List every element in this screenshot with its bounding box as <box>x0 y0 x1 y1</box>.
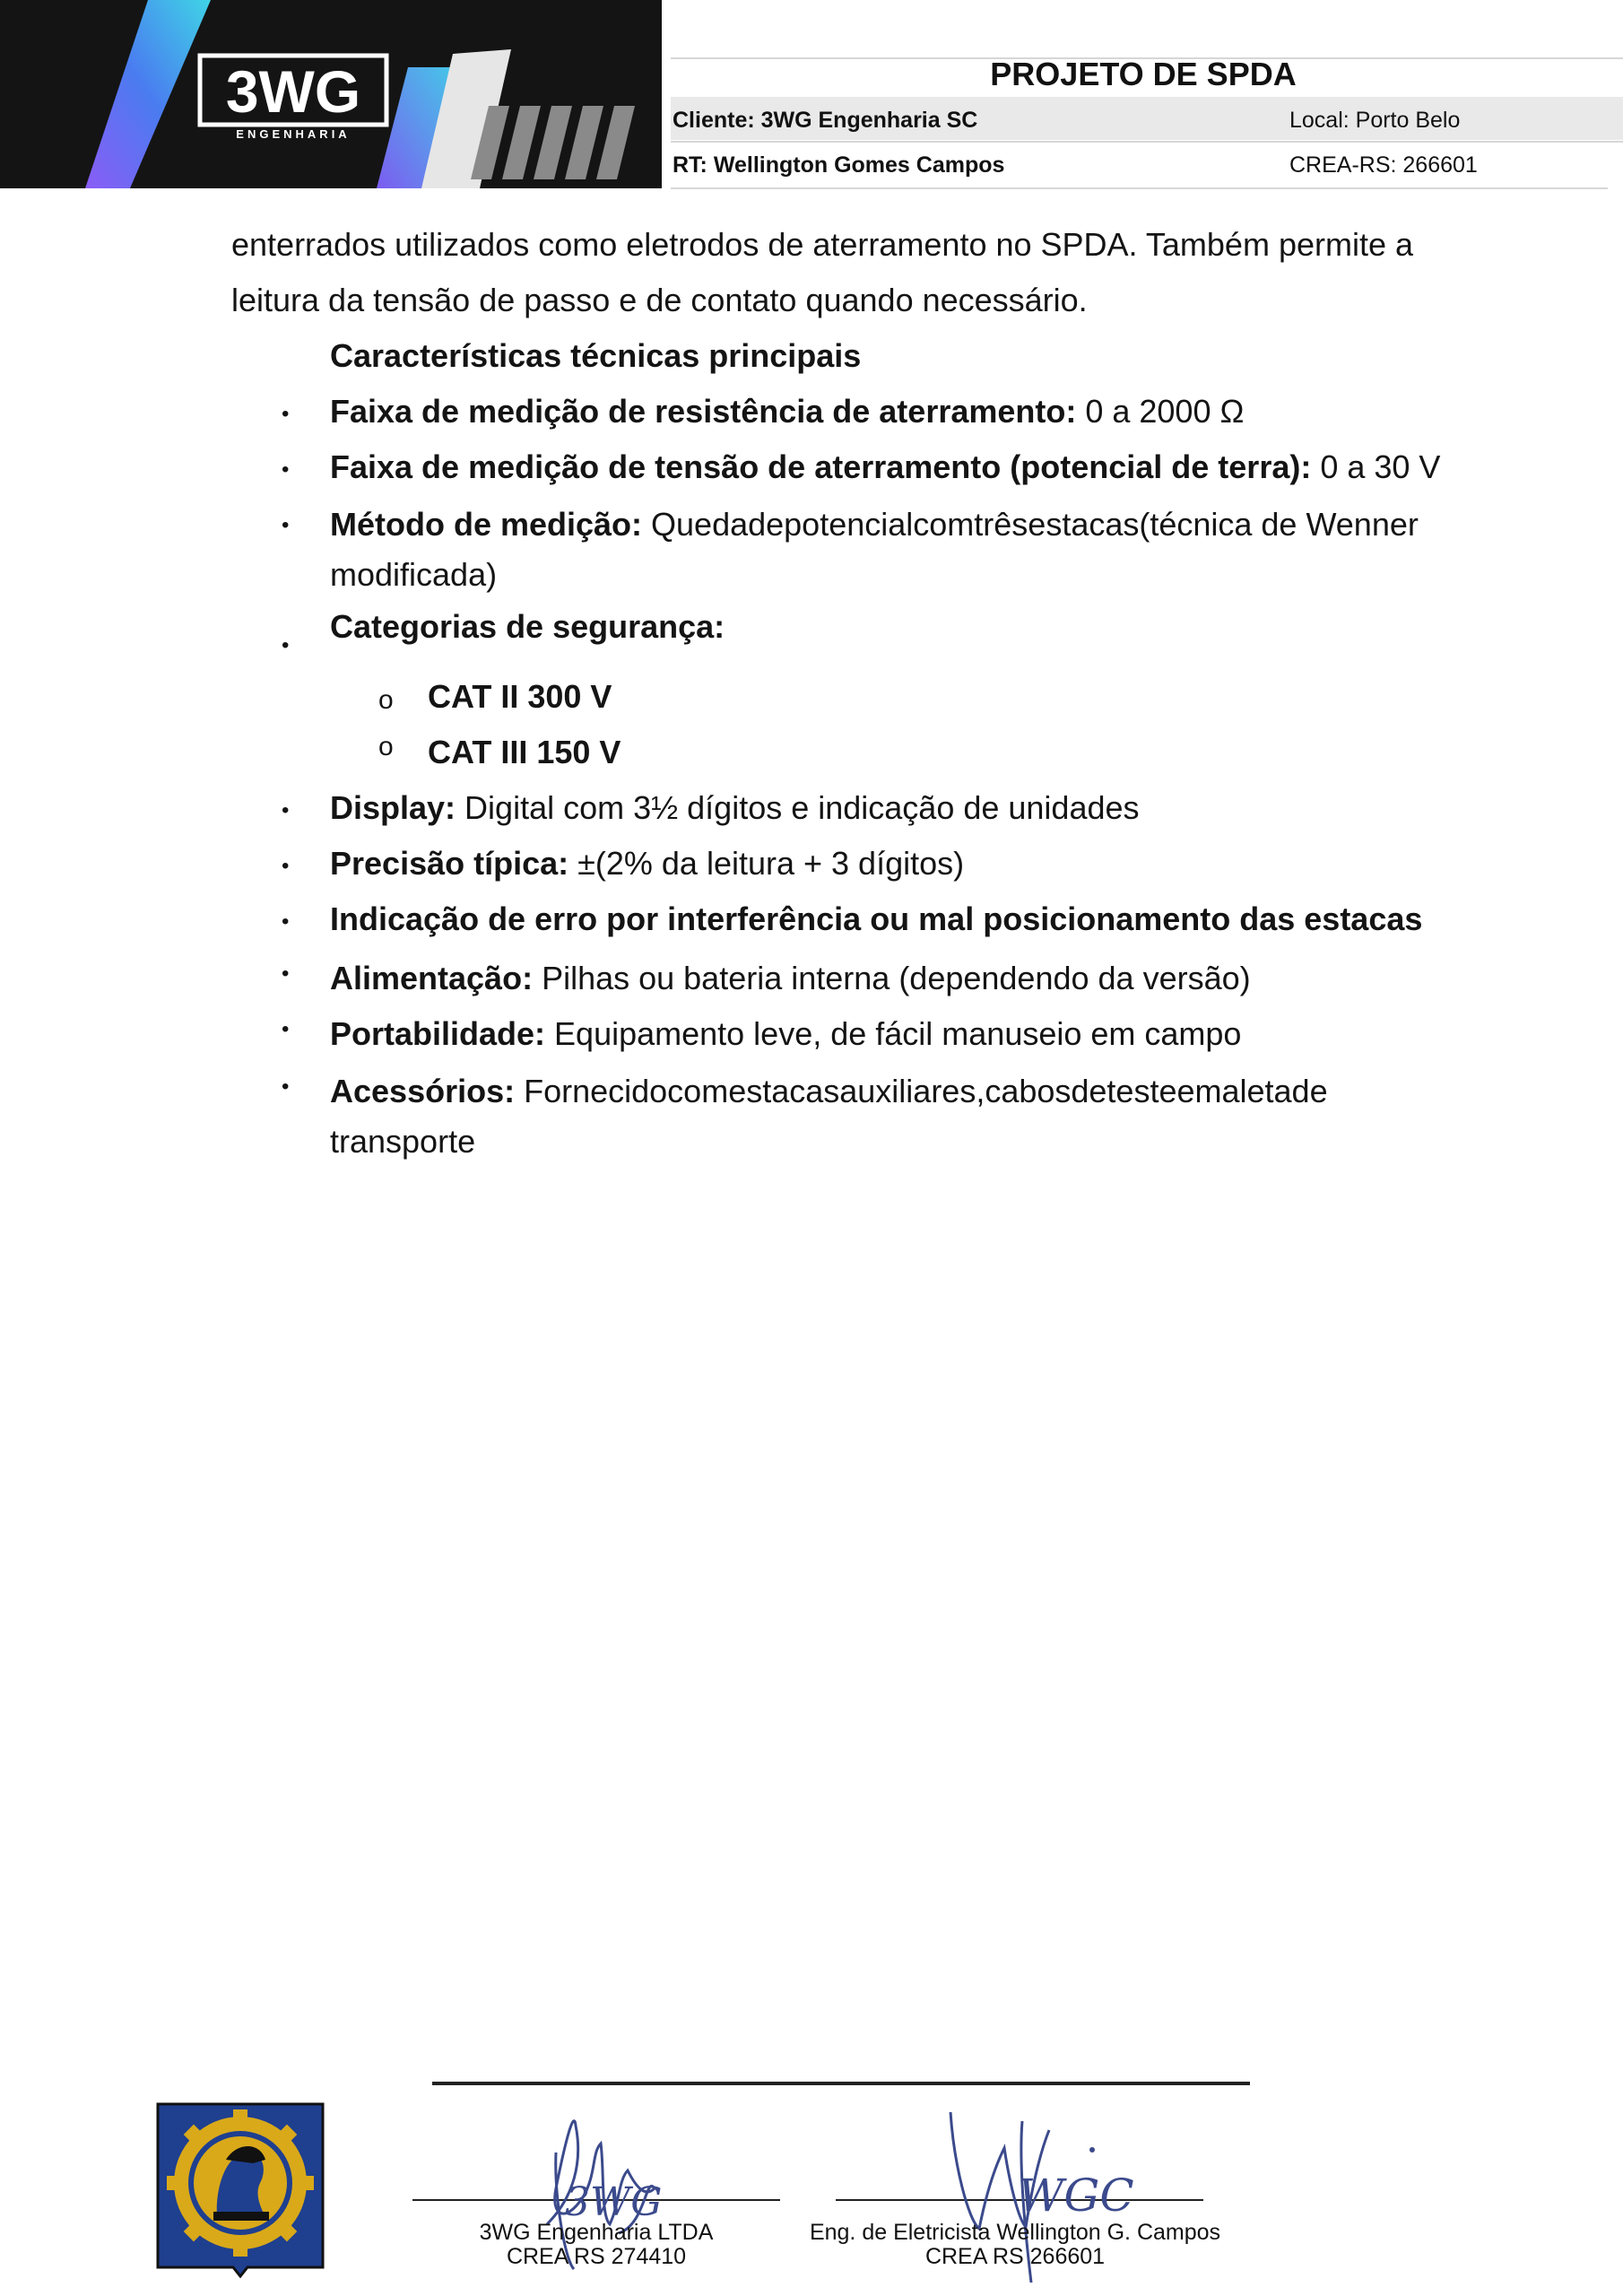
item-label: Alimentação: <box>330 960 534 996</box>
footer-divider <box>432 2082 1250 2085</box>
item-label: Precisão típica: <box>330 845 569 882</box>
list-item <box>330 900 1422 937</box>
item-label: Display: <box>330 789 456 826</box>
item-label: Categorias de segurança: <box>330 608 725 645</box>
location-label: Local: Porto Belo <box>1289 108 1461 133</box>
logo-subtext: ENGENHARIA <box>236 127 351 141</box>
item-value: Pilhas ou bateria interna (dependendo da versão) <box>533 960 1251 996</box>
header-divider <box>671 187 1608 189</box>
item-value: Quedadepotencialcomtrêsestacas(técnica de Wenner <box>642 506 1419 543</box>
stripe-left <box>85 0 211 188</box>
header-banner <box>0 0 662 188</box>
bullet-icon: • <box>282 854 290 878</box>
signatory-1-registration: CREA RS 274410 <box>506 2244 687 2269</box>
list-item <box>330 1015 1241 1052</box>
sub-list-item: CAT II 300 V <box>428 678 612 715</box>
list-item <box>330 393 1244 430</box>
signatory-1 <box>412 2221 780 2269</box>
section-heading: Características técnicas principais <box>330 337 862 374</box>
bullet-icon: • <box>282 1074 290 1099</box>
signature-mark: WGC <box>1018 2170 1134 2222</box>
intro-line-2: leitura da tensão de passo e de contato quando necessário. <box>231 282 1088 318</box>
bullet-icon: • <box>282 909 290 934</box>
bullet-icon: • <box>282 402 290 426</box>
document-title: PROJETO DE SPDA <box>990 56 1297 92</box>
logo-text: 3WG <box>225 58 361 125</box>
sub-bullet-icon: o <box>378 732 394 761</box>
sub-list-item: CAT III 150 V <box>428 734 621 770</box>
crea-label: CREA-RS: 266601 <box>1289 152 1478 178</box>
client-label: Cliente: 3WG Engenharia SC <box>673 108 978 133</box>
item-label: Faixa de medição de resistência de aterramento: <box>330 393 1077 430</box>
header-row-rt <box>671 142 1623 185</box>
bullet-icon: • <box>282 798 290 822</box>
item-label: Acessórios: <box>330 1073 516 1109</box>
bullet-icon: • <box>282 633 290 657</box>
item-continuation: transporte <box>330 1123 476 1160</box>
list-item <box>330 608 725 645</box>
bullet-icon: • <box>282 513 290 537</box>
list-item <box>330 845 964 882</box>
item-value: Digital com 3½ dígitos e indicação de unidades <box>456 789 1140 826</box>
list-item <box>330 1073 1328 1109</box>
header-row-client <box>671 97 1623 140</box>
rt-label: RT: Wellington Gomes Campos <box>673 152 1005 178</box>
item-label: Faixa de medição de tensão de aterramento (potencial de terra): <box>330 448 1312 485</box>
crea-crest-icon <box>154 2100 326 2278</box>
signatory-2 <box>800 2221 1230 2269</box>
bullet-icon: • <box>282 457 290 482</box>
list-item <box>330 448 1440 485</box>
bullet-icon: • <box>282 1017 290 1041</box>
intro-line-1: enterrados utilizados como eletrodos de aterramento no SPDA. Também permite a <box>231 226 1414 263</box>
list-item <box>330 506 1419 543</box>
item-value: ±(2% da leitura + 3 dígitos) <box>568 845 965 882</box>
signature-mark: 3WG <box>565 2179 663 2225</box>
list-item <box>330 789 1140 826</box>
signatory-2-name: Eng. de Eletricista Wellington G. Campos <box>809 2220 1221 2245</box>
item-continuation: modificada) <box>330 556 498 593</box>
item-value: 0 a 30 V <box>1311 448 1441 485</box>
logo-graphic <box>0 0 662 188</box>
signatory-1-name: 3WG Engenharia LTDA <box>479 2220 714 2245</box>
item-value: Fornecidocomestacasauxiliares,cabosdetesteemaletade <box>515 1073 1328 1109</box>
list-item <box>330 960 1251 996</box>
item-label: Portabilidade: <box>330 1015 546 1052</box>
item-label: Indicação de erro por interferência ou mal posicionamento das estacas <box>330 900 1423 937</box>
item-value: Equipamento leve, de fácil manuseio em campo <box>545 1015 1242 1052</box>
signatory-2-registration: CREA RS 266601 <box>924 2244 1106 2269</box>
item-label: Método de medição: <box>330 506 643 543</box>
item-value: 0 a 2000 Ω <box>1076 393 1245 430</box>
bullet-icon: • <box>282 961 290 986</box>
sub-bullet-icon: o <box>378 685 394 715</box>
